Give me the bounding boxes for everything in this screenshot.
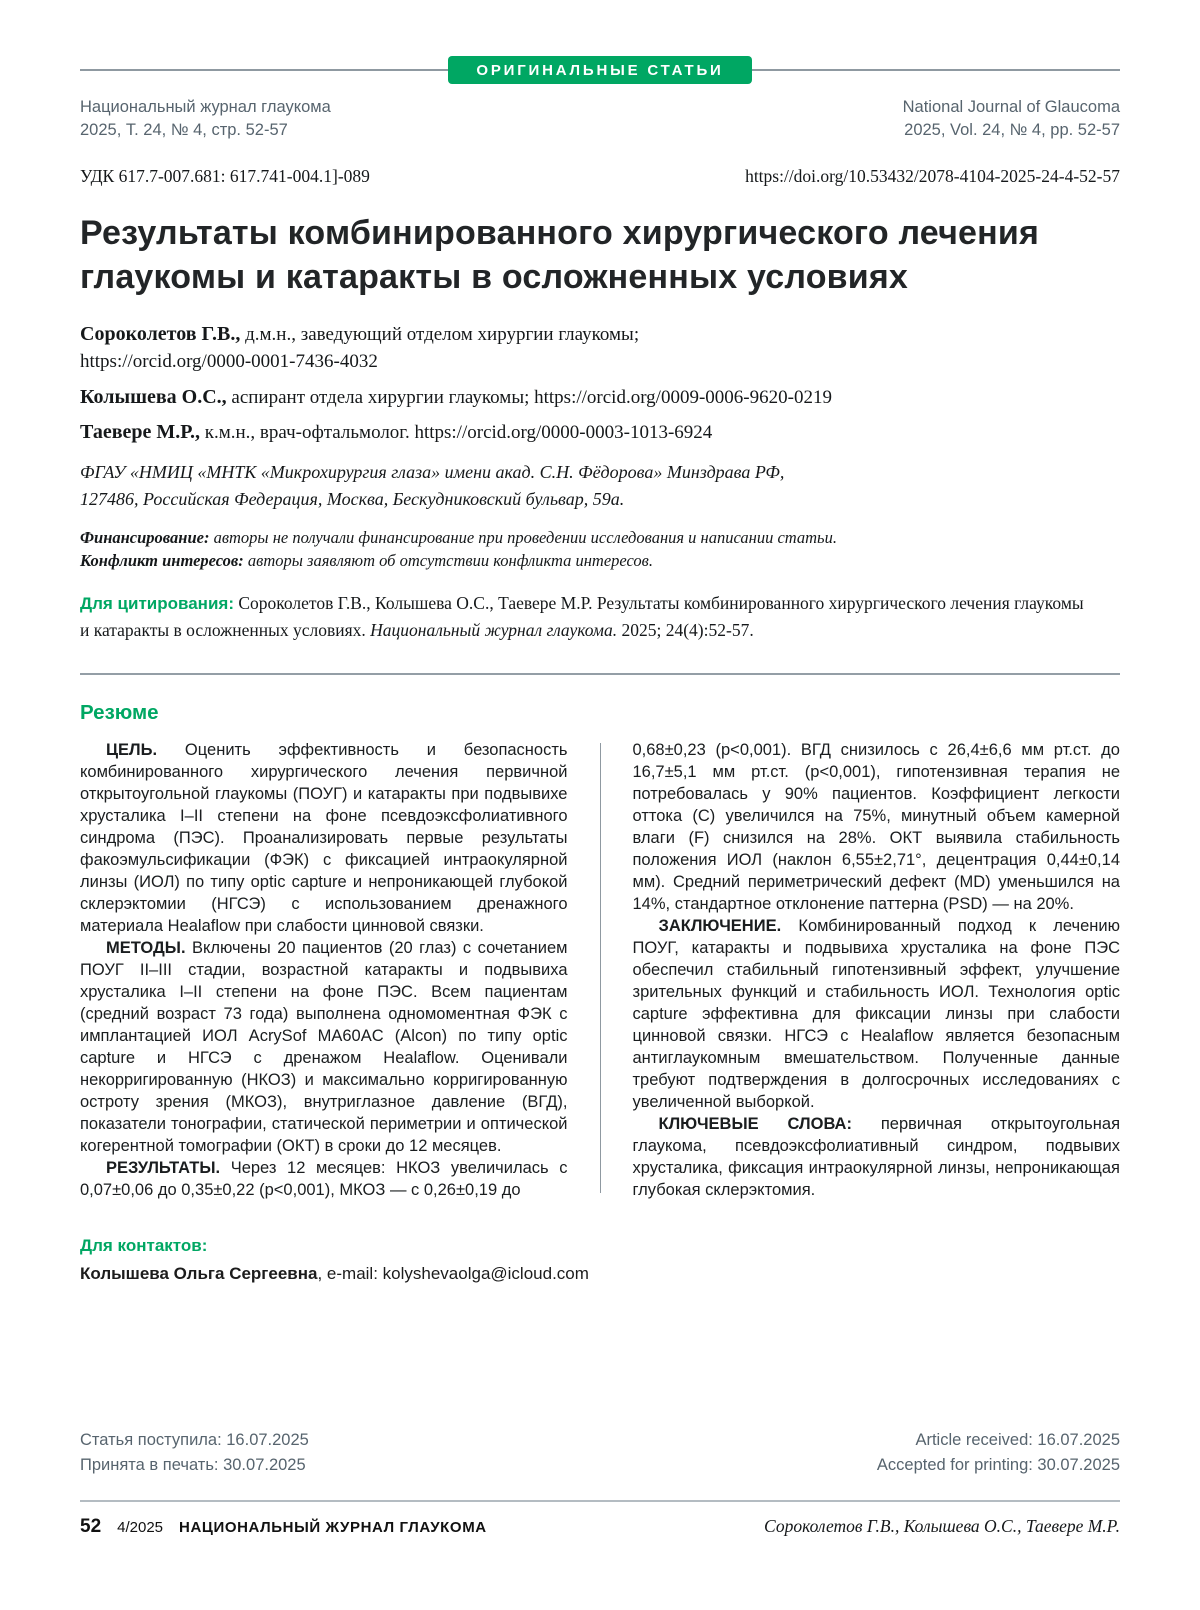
- abstract-right-column: [633, 739, 1121, 1201]
- received-date-ru: Статья поступила: 16.07.2025: [80, 1431, 309, 1449]
- paragraph-text: первичная открытоугольная глаукома, псевдоэксфолиативный синдром, подвывих хрусталика, фиксация интраокулярной линзы, непроникающая глубокая склерэктомия.: [632, 1115, 1121, 1200]
- paragraph-text: 0,68±0,23 (p<0,001). ВГД снизилось с 26,4±6,6 мм рт.ст. до 16,7±5,1 мм рт.ст. (p<0,001), гипотензивная терапия не потребовалась у 90% пациентов. Коэффициент легкости оттока (C) увеличился на 75%, минутный объем камерной влаги (F) снизился на 28%. ОКТ выявила стабильность положения ИОЛ (наклон 6,55±2,71°, децентрация 0,44±0,14 мм). Средний периметрический дефект (MD) уменьшился на 14%, стандартное отклонение паттерна (PSD) — на 20%.: [632, 741, 1120, 914]
- author-info: аспирант отдела хирургии глаукомы;: [226, 386, 535, 408]
- received-date-en: Article received: 16.07.2025: [915, 1431, 1120, 1449]
- funding-text: авторы не получали финансирование при проведении исследования и написании статьи.: [209, 527, 837, 547]
- journal-name-ru: Национальный журнал глаукома: [80, 98, 331, 116]
- dates-block: [80, 1428, 1120, 1478]
- author-name: Колышева О.С.,: [80, 385, 227, 408]
- conflict-note: [80, 549, 1120, 572]
- paragraph-text: Через 12 месяцев: НКОЗ увеличилась с 0,07±0,06 до 0,35±0,22 (p<0,001), МКОЗ — с 0,26±0,19 до: [80, 1159, 568, 1200]
- author-info: д.м.н., заведующий отделом хирургии глаукомы;: [240, 323, 640, 345]
- paragraph-label: КЛЮЧЕВЫЕ СЛОВА:: [658, 1115, 852, 1134]
- footer-left: [80, 1516, 487, 1538]
- accepted-date-ru: Принята в печать: 30.07.2025: [80, 1455, 306, 1474]
- paragraph-text: Комбинированный подход к лечению ПОУГ, катаракты и подвывиха хрусталика на фоне ПЭС обеспечил стабильный гипотензивный эффект, улучшение зрительных функций и стабильность ИОЛ. Технология optic capture эффективна для фиксации линзы при слабости цинновой связки. НГСЭ с Healaflow является безопасным антиглаукомным вмешательством. Полученные данные требуют подтверждения в долгосрочных исследованиях с увеличенной выборкой.: [632, 917, 1120, 1112]
- conflict-label: Конфликт интересов:: [80, 551, 244, 571]
- journal-header: [80, 96, 1120, 142]
- abstract-left-column: [80, 739, 568, 1201]
- abstract-paragraph-results: [80, 1157, 568, 1201]
- journal-header-ru: [80, 96, 331, 142]
- author-entry: [80, 320, 1120, 376]
- contact-email-prefix: , e-mail:: [317, 1264, 383, 1284]
- abstract-heading: Резюме: [80, 701, 159, 725]
- citation-pages: 2025; 24(4):52-57.: [617, 619, 754, 640]
- affiliation: [80, 459, 1120, 511]
- paragraph-label: ЦЕЛЬ.: [106, 741, 158, 760]
- footer-divider: [80, 1500, 1120, 1502]
- paragraph-label: РЕЗУЛЬТАТЫ.: [106, 1159, 221, 1178]
- contact-line: [80, 1260, 589, 1288]
- footer-issue: 4/2025: [117, 1519, 164, 1536]
- journal-issue-en: 2025, Vol. 24, № 4, pp. 52-57: [904, 121, 1120, 140]
- paragraph-label: ЗАКЛЮЧЕНИЕ.: [658, 917, 782, 936]
- footer-page-number: 52: [80, 1516, 102, 1537]
- authors-block: [80, 320, 1120, 448]
- badge-rule-right: [752, 69, 1120, 71]
- badge-rule-left: [80, 69, 448, 71]
- funding-note: [80, 526, 1120, 549]
- orcid-link[interactable]: https://orcid.org/0000-0001-7436-4032: [80, 350, 378, 372]
- column-divider: [600, 743, 601, 1193]
- funding-label: Финансирование:: [80, 527, 210, 547]
- orcid-link[interactable]: https://orcid.org/0009-0006-9620-0219: [534, 386, 832, 408]
- paragraph-text: Включены 20 пациентов (20 глаз) с сочетанием ПОУГ II–III стадии, возрастной катаракты и подвывиха хрусталика I–II степени на фоне ПЭС. Всем пациентам (средний возраст 73 года) выполнена одномоментная ФЭК с имплантацией ИОЛ AcrySof MA60AC (Alcon) по типу optic capture и НГСЭ с дренажом Healaflow. Оценивали некорригированную (НКОЗ) и максимально корригированную остроту зрения (МКОЗ), внутриглазное давление (ВГД), показатели тонографии, статической периметрии и оптической когерентной томографии (ОКТ) в сроки до 12 месяцев.: [80, 939, 568, 1156]
- citation-journal: Национальный журнал глаукома.: [370, 619, 618, 640]
- citation-block: [80, 590, 1090, 643]
- journal-issue-ru: 2025, Т. 24, № 4, стр. 52-57: [80, 121, 288, 140]
- abstract-paragraph-methods: [80, 937, 568, 1157]
- author-entry: [80, 383, 1120, 412]
- footer-running-authors: Сороколетов Г.В., Колышева О.С., Таевере М.Р.: [764, 1516, 1120, 1536]
- author-name: Сороколетов Г.В.,: [80, 322, 241, 345]
- abstract-paragraph-conclusion: [633, 915, 1121, 1113]
- section-divider: [80, 673, 1120, 675]
- udk-code: УДК 617.7-007.681: 617.741-004.1]-089: [80, 166, 370, 187]
- notes-block: [80, 526, 1120, 573]
- author-name: Таевере М.Р.,: [80, 421, 200, 444]
- dates-en: [877, 1428, 1120, 1478]
- abstract-paragraph-results-cont: [633, 739, 1121, 915]
- footer: [80, 1516, 1120, 1538]
- author-entry: [80, 418, 1120, 447]
- author-info: к.м.н., врач-офтальмолог.: [200, 422, 415, 444]
- paragraph-text: Оценить эффективность и безопасность комбинированного хирургического лечения первичной открытоугольной глаукомы (ПОУГ) и катаракты при подвывихе хрусталика I–II степени на фоне псевдоэксфолиативного синдрома (ПЭС). Проанализировать первые результаты факоэмульсификации (ФЭК) с фиксацией интраокулярной линзы (ИОЛ) по типу optic capture и непроникающей глубокой склерэктомии (НГСЭ) с использованием дренажного материала Healaflow при слабости цинновой связки.: [80, 741, 568, 936]
- journal-name-en: National Journal of Glaucoma: [902, 98, 1120, 116]
- abstract-paragraph-keywords: [633, 1113, 1121, 1201]
- paragraph-label: МЕТОДЫ.: [106, 939, 186, 958]
- dates-ru: [80, 1428, 309, 1478]
- meta-row: [80, 166, 1120, 187]
- contacts-label: Для контактов:: [80, 1236, 208, 1255]
- affiliation-line1: ФГАУ «НМИЦ «МНТК «Микрохирургия глаза» имени акад. С.Н. Фёдорова» Минздрава РФ,: [80, 462, 785, 483]
- doi-link[interactable]: https://doi.org/10.53432/2078-4104-2025-24-4-52-57: [745, 166, 1120, 187]
- accepted-date-en: Accepted for printing: 30.07.2025: [876, 1455, 1120, 1474]
- affiliation-line2: 127486, Российская Федерация, Москва, Бескудниковский бульвар, 59а.: [80, 488, 625, 509]
- article-title: Результаты комбинированного хирургического лечения глаукомы и катаракты в осложненных условиях: [80, 214, 1039, 297]
- orcid-link[interactable]: https://orcid.org/0000-0003-1013-6924: [414, 422, 713, 444]
- section-badge: ОРИГИНАЛЬНЫЕ СТАТЬИ: [448, 56, 751, 84]
- email-link[interactable]: kolyshevaolga@icloud.com: [382, 1264, 589, 1284]
- conflict-text: авторы заявляют об отсутствии конфликта интересов.: [243, 551, 653, 571]
- section-badge-row: [80, 56, 1120, 84]
- contact-name: Колышева Ольга Сергеевна: [80, 1264, 318, 1284]
- footer-journal-name: НАЦИОНАЛЬНЫЙ ЖУРНАЛ ГЛАУКОМА: [179, 1519, 487, 1536]
- contacts-block: [80, 1232, 589, 1288]
- citation-text: Сороколетов Г.В., Колышева О.С., Таевере М.Р. Результаты комбинированного хирургического лечения глаукомы и катаракты в осложненных условиях.: [80, 593, 1084, 640]
- abstract-paragraph-purpose: [80, 739, 568, 937]
- abstract-columns: [80, 739, 1120, 1201]
- journal-header-en: [903, 96, 1120, 142]
- citation-label: Для цитирования:: [80, 594, 234, 614]
